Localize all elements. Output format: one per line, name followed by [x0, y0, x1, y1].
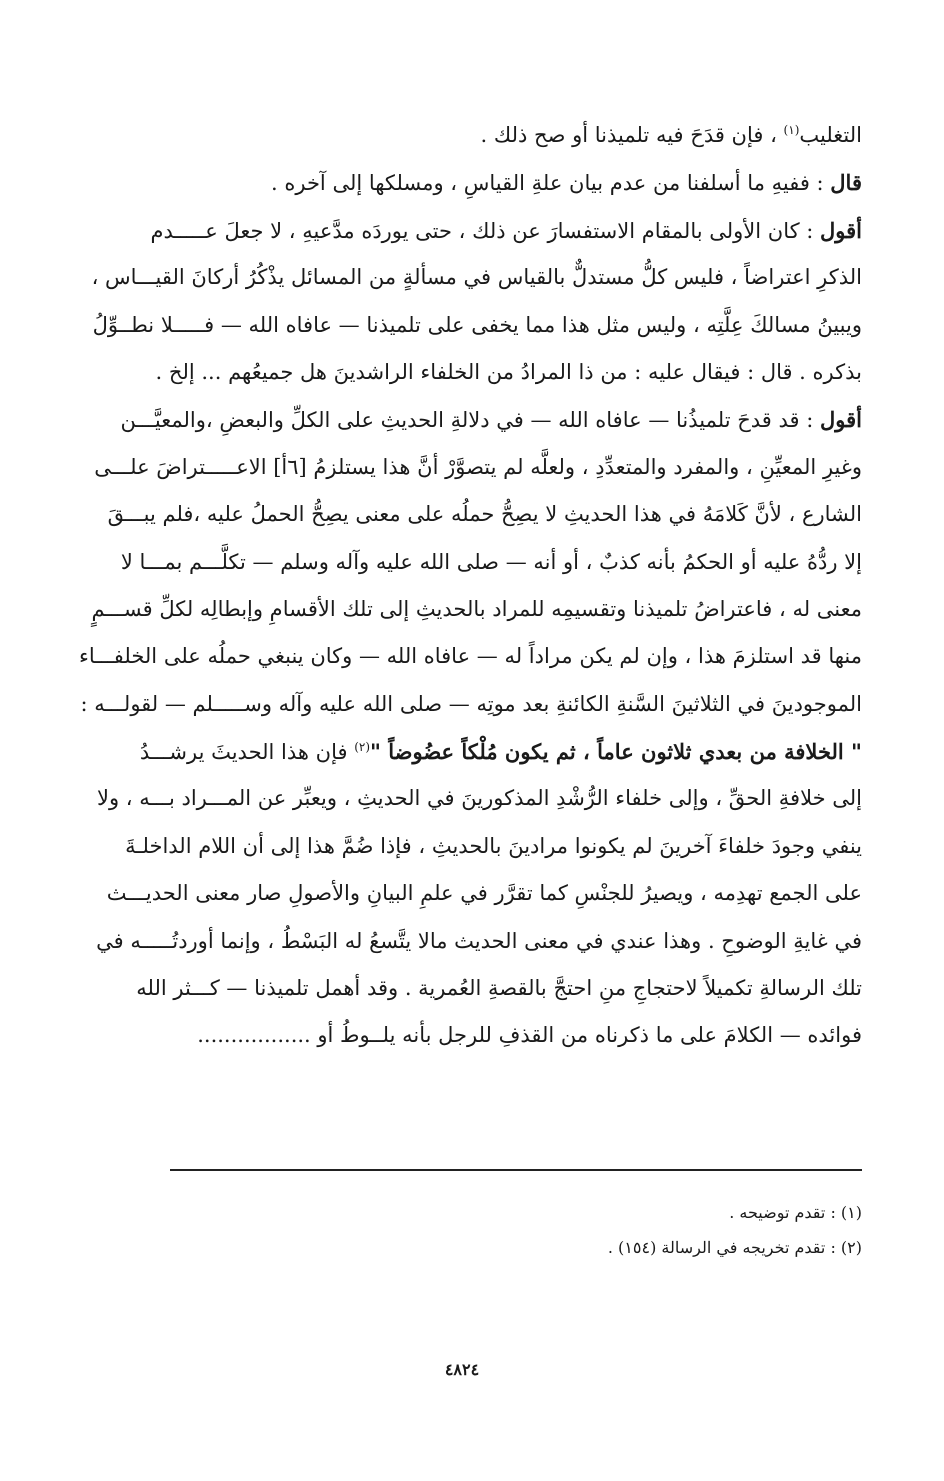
text-line — [62, 1012, 862, 1059]
bold-text: أقول — [820, 407, 862, 433]
text-segment: تلك الرسالةِ تكميلاً لاحتجاجِ منِ احتجَّ بالقصةِ العُمرية . وقد أهمل تلميذنا — كـــثر الله — [136, 976, 862, 1001]
text-line — [62, 633, 862, 680]
text-segment: في غايةِ الوضوحِ . وهذا عندي في معنى الحديث مالا يتَّسعُ له البَسْطُ ، وإنما أوردتُـــــه في — [96, 928, 862, 953]
text-line — [62, 539, 862, 586]
footnote-divider — [170, 1169, 862, 1171]
text-line — [62, 775, 862, 822]
text-line — [62, 870, 862, 917]
text-line — [62, 728, 862, 775]
text-segment: : قد قدحَ تلميذُنا — عافاه الله — في دلالةِ الحديثِ على الكلِّ والبعضِ ،والمعيَّـــن — [120, 408, 821, 433]
text-line — [62, 207, 862, 254]
bold-text: " الخلافة من بعدي ثلاثون عاماً ، ثم يكون مُلْكاً عضُوضاً " — [370, 739, 862, 765]
text-segment: إلا ردُّهُ عليه أو الحكمُ بأنه كذبٌ ، أو أنه — صلى الله عليه وآله وسلم — تكلَّـــم بمـــا لا — [120, 549, 862, 574]
text-line — [62, 302, 862, 349]
text-line — [62, 918, 862, 965]
text-segment: : كان الأولى بالمقام الاستفسارَ عن ذلك ، حتى يوردَه مدَّعيهِ ، لا جعلَ عـــــدم — [150, 218, 821, 243]
paragraph — [62, 112, 862, 159]
text-segment: الذكرِ اعتراضاً ، فليس كلُّ مستدلٌّ بالقياس في مسألةٍ من المسائل يذْكُرُ أركانَ القيـــاس ، — [91, 265, 862, 290]
text-segment: فوائده — الكلامَ على ما ذكرناه من القذفِ للرجل بأنه يلــوطُ أو ................. — [197, 1023, 862, 1048]
text-segment: ، فإن قدَحَ فيه تلميذنا أو صح ذلك . — [480, 123, 784, 147]
text-line — [62, 823, 862, 870]
paragraph — [62, 159, 862, 206]
text-segment: ينفي وجودَ خلفاءَ آخرينَ لم يكونوا مرادينَ بالحديثِ ، فإذا ضُمَّ هذا إلى أن اللام الداخلـةَ — [125, 833, 862, 858]
text-segment: الشارع ، لأنَّ كَلامَهُ في هذا الحديثِ لا يصِحُّ حملُه على معنى يصِحُّ الحملُ عليه ،فلم يبـــقَ — [107, 502, 862, 527]
text-segment: ويبينُ مسالكَ عِلَّتِه ، وليس مثل هذا مما يخفى على تلميذنا — عافاه الله — فـــــلا نطــوِّلُ — [92, 312, 862, 337]
paragraph — [62, 396, 862, 1059]
text-segment: معنى له ، فاعتراضُ تلميذنا وتقسيمِه للمراد بالحديثِ إلى تلك الأقسامِ وإبطالِه لكلِّ قســـمٍ — [91, 596, 862, 621]
footnotes — [62, 1195, 862, 1265]
text-segment: منها قد استلزمَ هذا ، وإن لم يكن مراداً له — عافاه الله — وكان ينبغي حملُه على الخلفـــاء — [79, 644, 862, 669]
text-line — [62, 586, 862, 633]
footnote: (٢) : تقدم تخريجه في الرسالة (١٥٤) . — [607, 1238, 862, 1257]
text-line — [62, 396, 862, 443]
footnote: (١) : تقدم توضيحه . — [729, 1203, 862, 1222]
bold-text: أقول — [820, 217, 862, 243]
page-number: ٤٨٢٤ — [444, 1360, 480, 1379]
text-line — [62, 159, 862, 206]
text-segment: بذكره . قال : فيقال عليه : من ذا المرادُ من الخلفاء الراشدينَ هل جميعُهم ... إلخ . — [155, 359, 862, 384]
text-line — [62, 112, 862, 159]
text-segment: الموجودينَ في الثلاثينَ السَّنةِ الكائنةِ بعد موتِه — صلى الله عليه وآله وســـــلم — لقولـــه : — [80, 691, 862, 716]
text-line — [62, 349, 862, 396]
text-line — [62, 444, 862, 491]
text-segment: : ففيهِ ما أسلفنا من عدم بيان علةِ القياسِ ، ومسلكها إلى آخره . — [271, 171, 831, 196]
document-page — [62, 112, 862, 1452]
text-segment: إلى خلافةِ الحقِّ ، وإلى خلفاء الرُّشْدِ المذكورينَ في الحديثِ ، ويعبِّر عن المـــراد بـــه ، ولا — [96, 786, 862, 811]
text-line — [62, 681, 862, 728]
text-line — [62, 965, 862, 1012]
text-segment: التغليب — [799, 123, 862, 147]
text-line — [62, 254, 862, 301]
paragraph — [62, 207, 862, 397]
text-segment: على الجمع تهدِمه ، ويصيرُ للجنْسِ كما تقرَّر في علمِ البيانِ والأصولِ صار معنى الحديـــث — [106, 881, 862, 906]
text-segment: وغيرِ المعيِّنِ ، والمفرد والمتعدِّدِ ، ولعلَّه لم يتصوَّرْ أنَّ هذا يستلزمُ [٦أ] الاعـــــتراضَ علـــى — [94, 454, 862, 479]
bold-text: قال — [830, 170, 862, 196]
body-text — [62, 112, 862, 1060]
text-segment: فإن هذا الحديثَ يرشـــدُ — [139, 740, 355, 765]
text-line — [62, 491, 862, 538]
footnote-ref: (١) — [783, 123, 800, 137]
footnote-ref: (٢) — [354, 740, 371, 755]
